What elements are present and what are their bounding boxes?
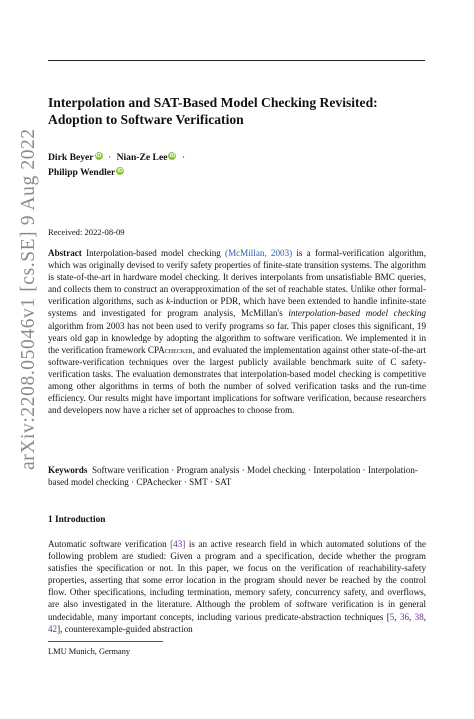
footnote-rule: [48, 641, 163, 642]
abstract-label: Abstract: [48, 248, 82, 258]
orcid-icon[interactable]: iD: [169, 153, 176, 159]
intro-text: is an active research field in which automated solutions of the following problem are studied: Given a program and a specification, decide whether the program satisfies the specification or not. In this paper, we focus on the verification of reachability-safety properties, asserting that some error location in the program should never be reached by the control flow. Other specifications, including termination, memory safety, concurrency safety, and overflows, are also investigated in the literature. Although the problem of software verification is in general undecidable, many important concepts, including various predicate-abstraction techniques [: [48, 539, 426, 622]
abstract-text: algorithm from 2003 has not been used to verify programs so far. This paper closes this significant, 19 years old gap in knowledge by adopting the algorithm to software verification. We implemented it in the verification framework: [48, 320, 426, 355]
citation-link[interactable]: 38: [414, 611, 424, 622]
title-line-1: Interpolation and SAT-Based Model Checking Revisited:: [48, 95, 378, 110]
abstract-text: -induction or PDR, which have been extended to handle infinite-state systems and investigated for program analysis, McMillan's: [48, 296, 426, 319]
header-rule: [48, 60, 425, 61]
abstract-text: is a formal-verification algorithm, which was originally devised to verify safety properties of finite-state transition systems. The algorithm is state-of-the-art in hardware model checking. It derives interpolants from unsatisfiable BMC queries, and collects them to construct an overapproximation of the set of reachable states. Unlike other formal-verification algorithms, such as: [48, 248, 426, 307]
title-line-2: Adoption to Software Verification: [48, 112, 244, 127]
abstract-emphasis: interpolation-based model checking: [288, 308, 426, 319]
arxiv-identifier[interactable]: arXiv:2208.05046v1 [cs.SE] 9 Aug 2022: [18, 128, 39, 470]
tool-name: CPAchecker: [147, 344, 193, 355]
citation-link[interactable]: (McMillan, 2003): [225, 248, 293, 258]
citation-text[interactable]: McMillan, 2003: [228, 248, 290, 258]
author-separator: ·: [181, 152, 186, 163]
received-date: Received: 2022-08-09: [48, 227, 125, 237]
citation-link[interactable]: 42: [48, 623, 58, 634]
citation-link[interactable]: 5: [389, 611, 395, 622]
orcid-icon[interactable]: iD: [117, 168, 124, 174]
intro-text: Automatic software verification: [48, 539, 167, 549]
intro-paragraph: Automatic software verification [43] is an active research field in which automated solutions of the following problem are studied: Given a program and a specification, decide whether the program satisfies the specification or not. In this paper, we focus on the verification of reachability-safety properties, asserting that some error location in the program should never be reached by the control flow. Other specifications, including termination, memory safety, concurrency safety, and overflows, are also investigated in the literature. Although the problem of software verification is in general undecidable, many important concepts, including various predicate-abstraction techniques [5, 36, 38, 42], counterexample-guided abstraction: [48, 539, 427, 634]
intro-text: ], counterexample-guided abstraction: [57, 623, 193, 634]
abstract: [48, 247, 426, 416]
keywords: [48, 464, 426, 488]
author-name: Dirk Beyer: [48, 152, 94, 163]
paper-title: [48, 94, 428, 128]
citation-link[interactable]: 36: [399, 611, 410, 622]
author-line-2: [48, 165, 188, 180]
affiliation-footnote: LMU Munich, Germany: [48, 647, 131, 656]
author-separator: ·: [107, 152, 112, 163]
abstract-text: Interpolation-based model checking: [86, 248, 221, 258]
section-heading: 1 Introduction: [48, 515, 106, 525]
abstract-text: , and evaluated the implementation against other state-of-the-art software-verification techniques over the largest publicly available benchmark suite of C safety-verification tasks. The evaluation demonstrates that interpolation-based model checking is competitive among other algorithms in terms of both the number of solved verification tasks and the run-time efficiency. Our results might have important implications for software verification, because researchers and developers now have a richer set of approaches to choose from.: [48, 344, 427, 416]
keywords-text: Software verification · Program analysis · Model checking · Interpolation · Interpolation-based model checking · CPAchecker · SMT · SAT: [48, 465, 418, 488]
author-line-1: [48, 150, 188, 165]
author-name: Philipp Wendler: [48, 167, 116, 178]
author-name: Nian-Ze Lee: [116, 152, 168, 163]
keywords-label: Keywords: [48, 465, 88, 475]
citation-link[interactable]: [43]: [170, 539, 186, 549]
orcid-icon[interactable]: iD: [95, 153, 102, 159]
author-list: [48, 150, 188, 180]
math-k: k: [166, 296, 171, 307]
